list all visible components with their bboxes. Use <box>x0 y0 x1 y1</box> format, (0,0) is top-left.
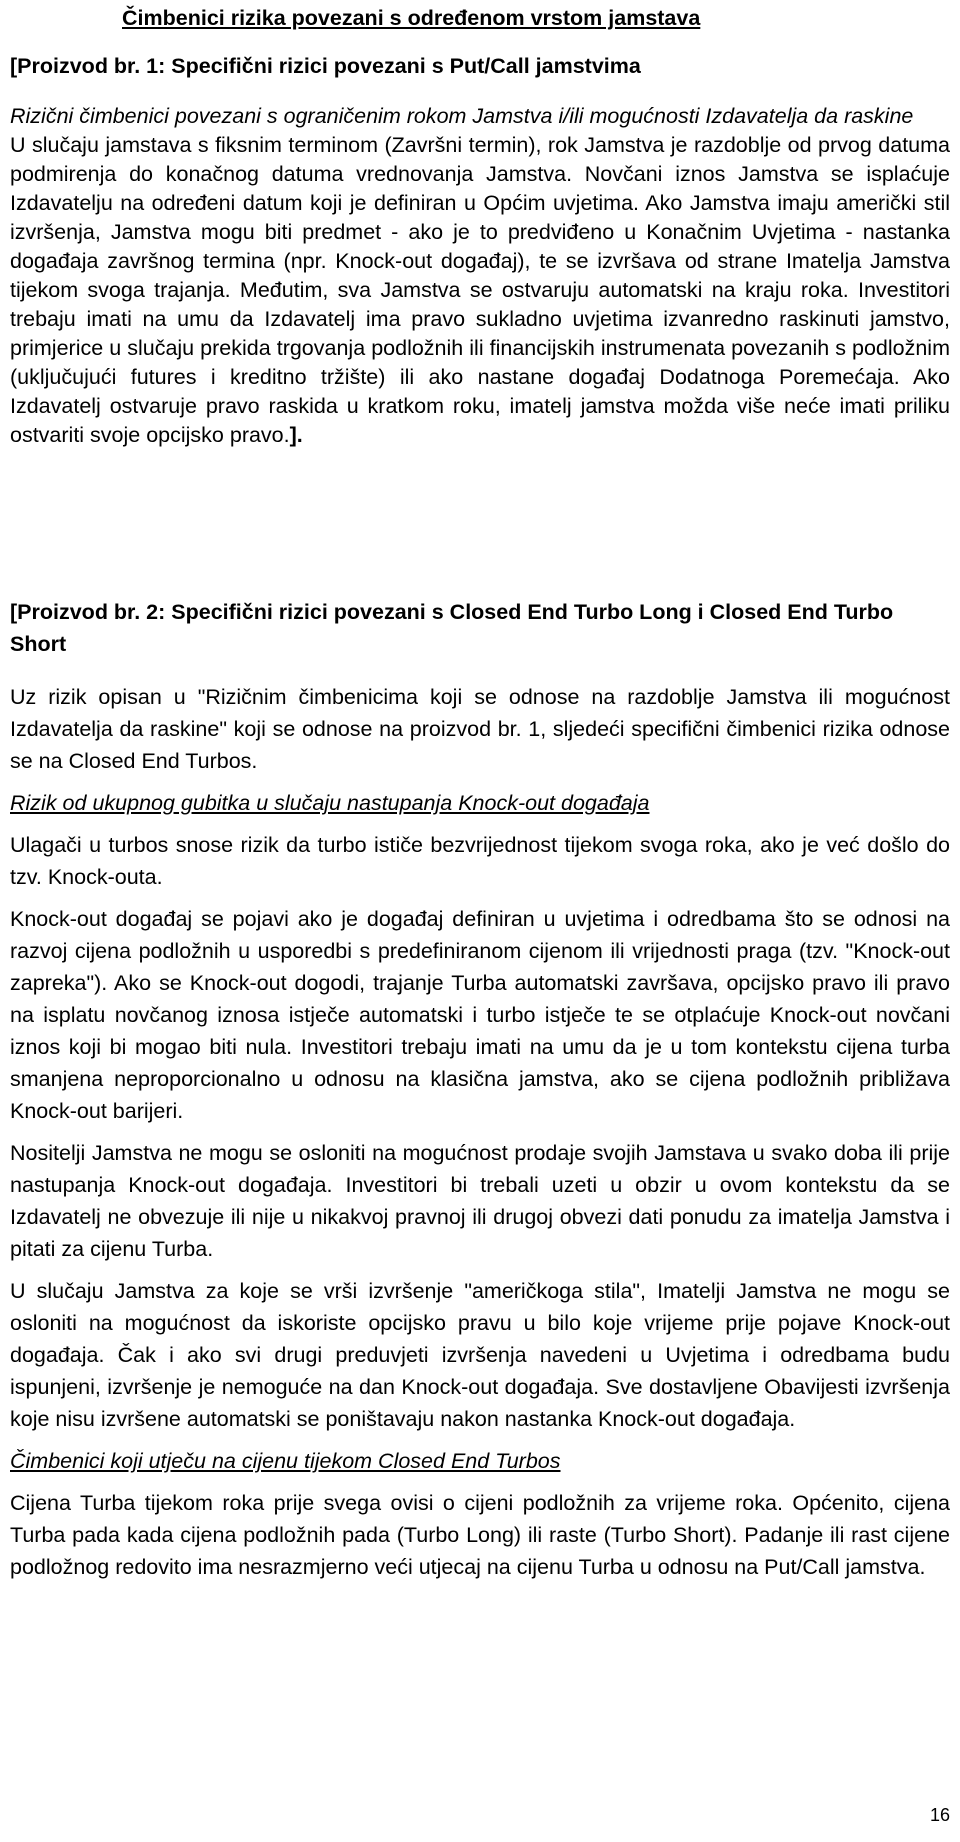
product-1-subheading: Rizični čimbenici povezani s ograničenim rokom Jamstva i/ili mogućnosti Izdavatelja da raskine <box>10 104 914 128</box>
product-1-paragraph <box>10 131 950 450</box>
paragraph-1: Ulagači u turbos snose rizik da turbo ističe bezvrijednost tijekom svoga roka, ako je već došlo do tzv. Knock-outa. <box>10 833 950 889</box>
product-1-paragraph-text: U slučaju jamstava s fiksnim terminom (Završni termin), rok Jamstva je razdoblje od prvog datuma podmirenja do konačnog datuma vrednovanja Jamstva. Novčani iznos Jamstva se isplaćuje Izdavatelju na određeni datum koji je definiran u Općim uvjetima. Ako Jamstva imaju američki stil izvršenja, Jamstva mogu biti predmet - ako je to predviđeno u Konačnim Uvjetima - nastanka događaja završnog termina (npr. Knock-out događaj), te se izvršava od strane Imatelja Jamstva tijekom svoga trajanja. Međutim, sva Jamstva se ostvaruju automatski na kraju roka. Investitori trebaju imati na umu da Izdavatelj ima pravo sukladno uvjetima izvanredno raskinuti jamstvo, primjerice u slučaju prekida trgovanja podložnih ili financijskih instrumenata povezanih s podložnim (uključujući futures i kreditno tržište) ili ako nastane događaj Dodatnoga Poremećaja. Ako Izdavatelj ostvaruje pravo raskida u kratkom roku, imatelj jamstva možda više neće imati priliku ostvariti svoje opcijsko pravo. <box>10 133 950 447</box>
section-product-1 <box>10 4 950 450</box>
paragraph-2: Knock-out događaj se pojavi ako je događaj definiran u uvjetima i odredbama što se odnosi na razvoj cijena podložnih u usporedbi s predefiniranom cijenom ili vrijednosti praga (tzv. "Knock-out zapreka"). Ako se Knock-out dogodi, trajanje Turba automatski završava, opcijsko pravo ili pravo na isplatu novčanog iznosa istječe automatski i turbo istječe te se otplaćuje Knock-out novčani iznos koji bi mogao biti nula. Investitori trebaju imati na umu da je u tom kontekstu cijena turba smanjena neproporcionalno u odnosu na klasična jamstva, ako se cijena podložnih približava Knock-out barijeri. <box>10 907 950 1123</box>
product-2-intro: Uz rizik opisan u "Rizičnim čimbenicima koji se odnose na razdoblje Jamstva ili mogućnost Izdavatelja da raskine" koji se odnose na proizvod br. 1, sljedeći specifični čimbenici rizika odnose se na Closed End Turbos. <box>10 685 950 773</box>
paragraph-3: Nositelji Jamstva ne mogu se osloniti na mogućnost prodaje svojih Jamstava u svako doba ili prije nastupanja Knock-out događaja. Investitori bi trebali uzeti u obzir u ovom kontekstu da se Izdavatelj ne obvezuje ili nije u nikakvoj pravnoj ili drugoj obvezi dati ponudu za imatelja Jamstva i pitati za cijenu Turba. <box>10 1141 950 1261</box>
product-1-closing-bracket: ]. <box>289 423 303 447</box>
paragraph-4: U slučaju Jamstva za koje se vrši izvršenje "američkoga stila", Imatelji Jamstva ne mogu se osloniti na mogućnost da iskoriste opcijsko pravu u bilo koje vrijeme prije pojave Knock-out događaja. Čak i ako svi drugi preduvjeti izvršenja navedeni u Uvjetima i odredbama budu ispunjeni, izvršenje je nemoguće na dan Knock-out događaja. Sve dostavljene Obavijesti izvršenja koje nisu izvršene automatski se poništavaju nakon nastanka Knock-out događaja. <box>10 1279 950 1431</box>
paragraph-5: Cijena Turba tijekom roka prije svega ovisi o cijeni podložnih za vrijeme roka. Općenito, cijena Turba pada kada cijena podložnih pada (Turbo Long) ili raste (Turbo Short). Padanje ili rast cijene podložnog redovito ima nesrazmjerno veći utjecaj na cijenu Turba u odnosu na Put/Call jamstva. <box>10 1491 950 1579</box>
page-number: 16 <box>929 1805 950 1825</box>
subheading-price-factors: Čimbenici koji utječu na cijenu tijekom Closed End Turbos <box>10 1449 561 1473</box>
main-title: Čimbenici rizika povezani s određenom vrstom jamstava <box>122 6 701 30</box>
subheading-knock-out-loss: Rizik od ukupnog gubitka u slučaju nastupanja Knock-out događaja <box>10 791 650 815</box>
product-1-heading: [Proizvod br. 1: Specifični rizici povezani s Put/Call jamstvima <box>10 54 641 78</box>
product-2-heading: [Proizvod br. 2: Specifični rizici povezani s Closed End Turbo Long i Closed End Turbo Short <box>10 600 894 656</box>
section-product-2 <box>10 596 950 1583</box>
